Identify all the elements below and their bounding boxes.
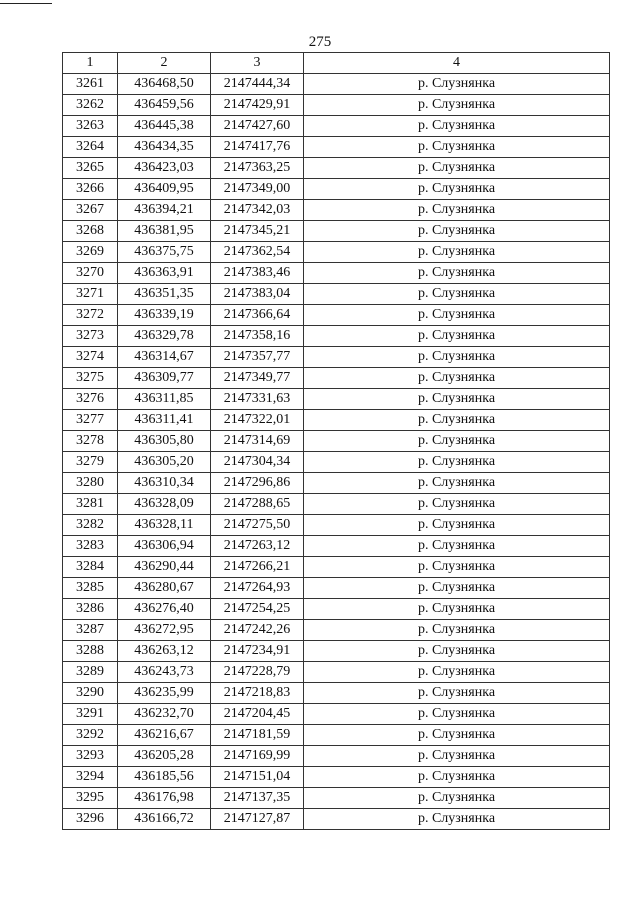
x-coordinate-cell: 436272,95 [118, 620, 211, 641]
description-cell: р. Слузнянка [304, 74, 610, 95]
table-row [63, 200, 610, 221]
point-number-cell: 3268 [63, 221, 118, 242]
description-cell: р. Слузнянка [304, 515, 610, 536]
description-cell: р. Слузнянка [304, 662, 610, 683]
y-coordinate-cell: 2147242,26 [211, 620, 304, 641]
description-cell: р. Слузнянка [304, 116, 610, 137]
y-coordinate-cell: 2147296,86 [211, 473, 304, 494]
description-cell: р. Слузнянка [304, 641, 610, 662]
table-row [63, 662, 610, 683]
x-coordinate-cell: 436309,77 [118, 368, 211, 389]
description-cell: р. Слузнянка [304, 284, 610, 305]
point-number-cell: 3281 [63, 494, 118, 515]
description-cell: р. Слузнянка [304, 431, 610, 452]
y-coordinate-cell: 2147169,99 [211, 746, 304, 767]
description-cell: р. Слузнянка [304, 704, 610, 725]
x-coordinate-cell: 436434,35 [118, 137, 211, 158]
y-coordinate-cell: 2147417,76 [211, 137, 304, 158]
point-number-cell: 3296 [63, 809, 118, 830]
column-header-2: 2 [118, 53, 211, 74]
y-coordinate-cell: 2147234,91 [211, 641, 304, 662]
description-cell: р. Слузнянка [304, 95, 610, 116]
y-coordinate-cell: 2147322,01 [211, 410, 304, 431]
y-coordinate-cell: 2147127,87 [211, 809, 304, 830]
x-coordinate-cell: 436310,34 [118, 473, 211, 494]
table-row [63, 347, 610, 368]
y-coordinate-cell: 2147362,54 [211, 242, 304, 263]
x-coordinate-cell: 436306,94 [118, 536, 211, 557]
description-cell: р. Слузнянка [304, 473, 610, 494]
table-row [63, 683, 610, 704]
table-row [63, 263, 610, 284]
point-number-cell: 3291 [63, 704, 118, 725]
x-coordinate-cell: 436423,03 [118, 158, 211, 179]
y-coordinate-cell: 2147263,12 [211, 536, 304, 557]
description-cell: р. Слузнянка [304, 536, 610, 557]
x-coordinate-cell: 436328,09 [118, 494, 211, 515]
x-coordinate-cell: 436166,72 [118, 809, 211, 830]
description-cell: р. Слузнянка [304, 494, 610, 515]
y-coordinate-cell: 2147358,16 [211, 326, 304, 347]
table-row [63, 179, 610, 200]
point-number-cell: 3263 [63, 116, 118, 137]
point-number-cell: 3275 [63, 368, 118, 389]
point-number-cell: 3289 [63, 662, 118, 683]
point-number-cell: 3274 [63, 347, 118, 368]
table-body [63, 74, 610, 830]
table-row [63, 746, 610, 767]
y-coordinate-cell: 2147137,35 [211, 788, 304, 809]
point-number-cell: 3290 [63, 683, 118, 704]
x-coordinate-cell: 436311,85 [118, 389, 211, 410]
point-number-cell: 3266 [63, 179, 118, 200]
table-row [63, 557, 610, 578]
description-cell: р. Слузнянка [304, 305, 610, 326]
description-cell: р. Слузнянка [304, 158, 610, 179]
description-cell: р. Слузнянка [304, 263, 610, 284]
description-cell: р. Слузнянка [304, 599, 610, 620]
table-row [63, 767, 610, 788]
point-number-cell: 3264 [63, 137, 118, 158]
table-row [63, 284, 610, 305]
y-coordinate-cell: 2147181,59 [211, 725, 304, 746]
table-row [63, 368, 610, 389]
table-row [63, 452, 610, 473]
point-number-cell: 3272 [63, 305, 118, 326]
x-coordinate-cell: 436280,67 [118, 578, 211, 599]
x-coordinate-cell: 436375,75 [118, 242, 211, 263]
point-number-cell: 3287 [63, 620, 118, 641]
y-coordinate-cell: 2147228,79 [211, 662, 304, 683]
table-row [63, 494, 610, 515]
point-number-cell: 3262 [63, 95, 118, 116]
scan-corner-line [0, 3, 52, 4]
x-coordinate-cell: 436232,70 [118, 704, 211, 725]
x-coordinate-cell: 436311,41 [118, 410, 211, 431]
x-coordinate-cell: 436459,56 [118, 95, 211, 116]
x-coordinate-cell: 436328,11 [118, 515, 211, 536]
description-cell: р. Слузнянка [304, 410, 610, 431]
y-coordinate-cell: 2147218,83 [211, 683, 304, 704]
table-row [63, 116, 610, 137]
y-coordinate-cell: 2147314,69 [211, 431, 304, 452]
y-coordinate-cell: 2147444,34 [211, 74, 304, 95]
y-coordinate-cell: 2147349,77 [211, 368, 304, 389]
table-row [63, 515, 610, 536]
description-cell: р. Слузнянка [304, 620, 610, 641]
description-cell: р. Слузнянка [304, 683, 610, 704]
description-cell: р. Слузнянка [304, 809, 610, 830]
table-row [63, 74, 610, 95]
x-coordinate-cell: 436205,28 [118, 746, 211, 767]
description-cell: р. Слузнянка [304, 179, 610, 200]
x-coordinate-cell: 436394,21 [118, 200, 211, 221]
y-coordinate-cell: 2147275,50 [211, 515, 304, 536]
coordinates-table [62, 52, 610, 830]
table-row [63, 326, 610, 347]
column-header-3: 3 [211, 53, 304, 74]
x-coordinate-cell: 436409,95 [118, 179, 211, 200]
x-coordinate-cell: 436468,50 [118, 74, 211, 95]
point-number-cell: 3295 [63, 788, 118, 809]
point-number-cell: 3276 [63, 389, 118, 410]
table-row [63, 389, 610, 410]
y-coordinate-cell: 2147429,91 [211, 95, 304, 116]
point-number-cell: 3279 [63, 452, 118, 473]
y-coordinate-cell: 2147151,04 [211, 767, 304, 788]
point-number-cell: 3270 [63, 263, 118, 284]
x-coordinate-cell: 436339,19 [118, 305, 211, 326]
point-number-cell: 3265 [63, 158, 118, 179]
point-number-cell: 3269 [63, 242, 118, 263]
point-number-cell: 3271 [63, 284, 118, 305]
point-number-cell: 3282 [63, 515, 118, 536]
description-cell: р. Слузнянка [304, 725, 610, 746]
description-cell: р. Слузнянка [304, 788, 610, 809]
x-coordinate-cell: 436276,40 [118, 599, 211, 620]
page-number: 275 [308, 34, 332, 50]
y-coordinate-cell: 2147345,21 [211, 221, 304, 242]
description-cell: р. Слузнянка [304, 326, 610, 347]
y-coordinate-cell: 2147266,21 [211, 557, 304, 578]
table-row [63, 221, 610, 242]
x-coordinate-cell: 436290,44 [118, 557, 211, 578]
point-number-cell: 3288 [63, 641, 118, 662]
point-number-cell: 3284 [63, 557, 118, 578]
x-coordinate-cell: 436185,56 [118, 767, 211, 788]
description-cell: р. Слузнянка [304, 452, 610, 473]
point-number-cell: 3273 [63, 326, 118, 347]
table-row [63, 536, 610, 557]
x-coordinate-cell: 436305,80 [118, 431, 211, 452]
point-number-cell: 3294 [63, 767, 118, 788]
table-row [63, 578, 610, 599]
x-coordinate-cell: 436445,38 [118, 116, 211, 137]
table-header-row [63, 53, 610, 74]
table-row [63, 431, 610, 452]
x-coordinate-cell: 436305,20 [118, 452, 211, 473]
description-cell: р. Слузнянка [304, 746, 610, 767]
point-number-cell: 3292 [63, 725, 118, 746]
y-coordinate-cell: 2147342,03 [211, 200, 304, 221]
column-header-1: 1 [63, 53, 118, 74]
x-coordinate-cell: 436243,73 [118, 662, 211, 683]
table-row [63, 725, 610, 746]
table-row [63, 599, 610, 620]
description-cell: р. Слузнянка [304, 137, 610, 158]
table-row [63, 788, 610, 809]
point-number-cell: 3283 [63, 536, 118, 557]
description-cell: р. Слузнянка [304, 221, 610, 242]
point-number-cell: 3261 [63, 74, 118, 95]
table-row [63, 473, 610, 494]
point-number-cell: 3278 [63, 431, 118, 452]
y-coordinate-cell: 2147304,34 [211, 452, 304, 473]
y-coordinate-cell: 2147331,63 [211, 389, 304, 410]
point-number-cell: 3280 [63, 473, 118, 494]
description-cell: р. Слузнянка [304, 200, 610, 221]
x-coordinate-cell: 436314,67 [118, 347, 211, 368]
point-number-cell: 3267 [63, 200, 118, 221]
x-coordinate-cell: 436216,67 [118, 725, 211, 746]
point-number-cell: 3286 [63, 599, 118, 620]
x-coordinate-cell: 436363,91 [118, 263, 211, 284]
description-cell: р. Слузнянка [304, 389, 610, 410]
x-coordinate-cell: 436235,99 [118, 683, 211, 704]
table-row [63, 620, 610, 641]
table-row [63, 641, 610, 662]
table-row [63, 704, 610, 725]
x-coordinate-cell: 436351,35 [118, 284, 211, 305]
description-cell: р. Слузнянка [304, 347, 610, 368]
table-row [63, 158, 610, 179]
description-cell: р. Слузнянка [304, 767, 610, 788]
column-header-4: 4 [304, 53, 610, 74]
table-row [63, 242, 610, 263]
x-coordinate-cell: 436176,98 [118, 788, 211, 809]
y-coordinate-cell: 2147264,93 [211, 578, 304, 599]
y-coordinate-cell: 2147427,60 [211, 116, 304, 137]
x-coordinate-cell: 436263,12 [118, 641, 211, 662]
y-coordinate-cell: 2147363,25 [211, 158, 304, 179]
y-coordinate-cell: 2147357,77 [211, 347, 304, 368]
y-coordinate-cell: 2147254,25 [211, 599, 304, 620]
y-coordinate-cell: 2147383,46 [211, 263, 304, 284]
y-coordinate-cell: 2147204,45 [211, 704, 304, 725]
description-cell: р. Слузнянка [304, 578, 610, 599]
table-row [63, 305, 610, 326]
x-coordinate-cell: 436381,95 [118, 221, 211, 242]
y-coordinate-cell: 2147288,65 [211, 494, 304, 515]
table-row [63, 95, 610, 116]
y-coordinate-cell: 2147383,04 [211, 284, 304, 305]
table-row [63, 137, 610, 158]
point-number-cell: 3285 [63, 578, 118, 599]
point-number-cell: 3293 [63, 746, 118, 767]
table-row [63, 410, 610, 431]
y-coordinate-cell: 2147349,00 [211, 179, 304, 200]
description-cell: р. Слузнянка [304, 368, 610, 389]
description-cell: р. Слузнянка [304, 242, 610, 263]
point-number-cell: 3277 [63, 410, 118, 431]
table-row [63, 809, 610, 830]
x-coordinate-cell: 436329,78 [118, 326, 211, 347]
description-cell: р. Слузнянка [304, 557, 610, 578]
y-coordinate-cell: 2147366,64 [211, 305, 304, 326]
